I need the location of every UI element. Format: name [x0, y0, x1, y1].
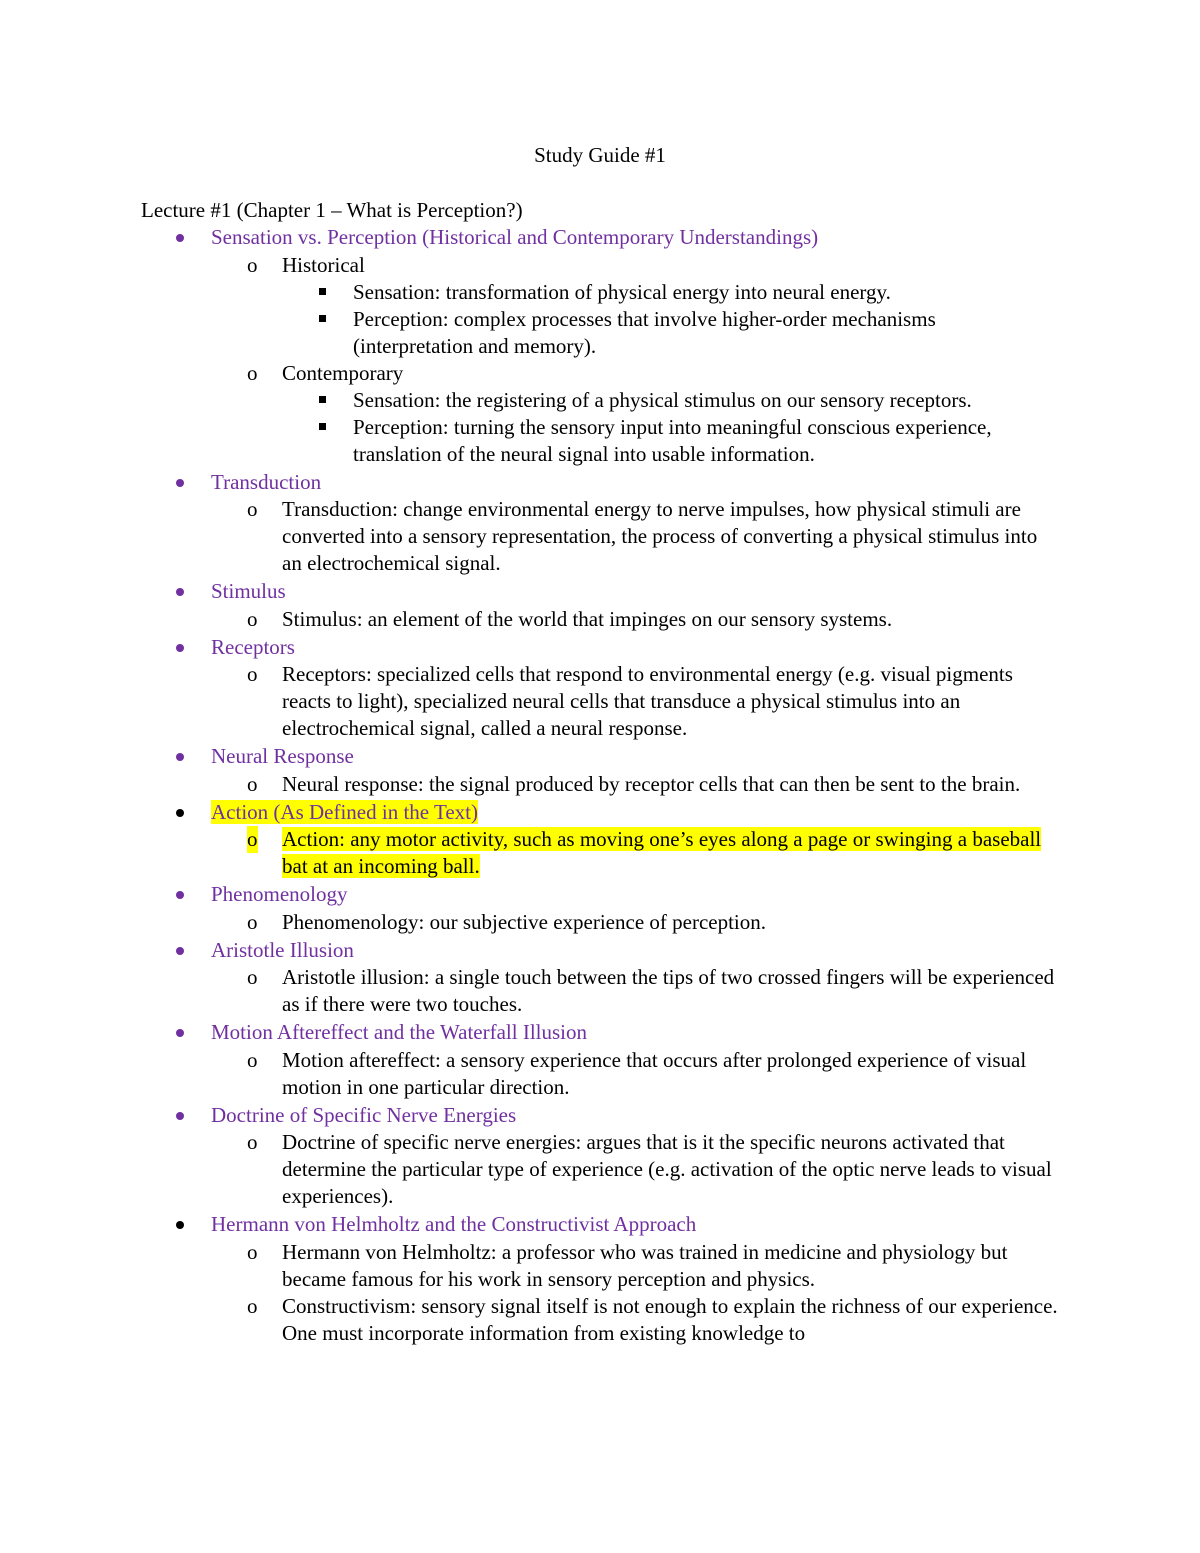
bullet-icon	[176, 588, 184, 596]
circle-bullet-icon: o	[247, 1293, 258, 1318]
topic-heading-text: Motion Aftereffect and the Waterfall Illusion	[211, 1020, 588, 1044]
topic-heading	[0, 578, 1200, 606]
bullet-icon	[176, 479, 184, 487]
topic-item-highlighted	[0, 826, 1058, 880]
topic-subitem	[0, 279, 1058, 306]
topic-heading-text: Aristotle Illusion	[211, 937, 354, 962]
topic-item-text: Motion aftereffect: a sensory experience that occurs after prolonged experience of visual motion in one particular direction.	[282, 1047, 1027, 1099]
topic-item-text: Hermann von Helmholtz: a professor who was trained in medicine and physiology but became famous for his work in sensory perception and physics.	[282, 1239, 1008, 1291]
topic-heading-highlighted	[0, 799, 1200, 827]
topic-heading-text: Neural Response	[211, 744, 354, 768]
topic-item-text: Transduction: change environmental energy to nerve impulses, how physical stimuli are converted into a sensory representation, the process of converting a physical stimulus into an electrochemical signal.	[282, 497, 1038, 575]
topic-item	[0, 1129, 1058, 1210]
topic-item-text: Neural response: the signal produced by receptor cells that can then be sent to the brain.	[282, 771, 1021, 796]
topic-heading	[0, 1102, 1200, 1130]
topic-subitem	[0, 306, 1058, 360]
topic-item-text: Aristotle illusion: a single touch between the tips of two crossed fingers will be experienced as if there were two touches.	[282, 965, 1055, 1016]
topic-heading	[0, 937, 1200, 965]
topic-heading	[0, 881, 1200, 909]
topic-item	[0, 1293, 1058, 1347]
circle-bullet-icon: o	[247, 360, 258, 385]
topic-heading	[0, 743, 1200, 771]
bullet-icon	[176, 1029, 184, 1037]
topic-subitem-text: Perception: complex processes that involve higher-order mechanisms (interpretation and memory).	[353, 306, 936, 358]
topic-item	[0, 360, 1058, 387]
circle-bullet-icon: o	[247, 1130, 258, 1154]
bullet-icon	[176, 1221, 184, 1229]
topic-item	[0, 909, 1058, 936]
square-bullet-icon	[319, 288, 326, 295]
topic-item	[0, 252, 1058, 279]
topic-item	[0, 771, 1058, 798]
topic-subitem	[0, 387, 1058, 414]
circle-bullet-icon: o	[247, 909, 258, 934]
topic-subitem-text: Perception: turning the sensory input into meaningful conscious experience, translation of the neural signal into usable information.	[353, 414, 992, 466]
circle-bullet-icon: o	[247, 1047, 258, 1072]
square-bullet-icon	[319, 423, 326, 430]
topic-heading-text: Receptors	[211, 634, 295, 659]
page-title: Study Guide #1	[534, 143, 666, 167]
topic-item-text: Receptors: specialized cells that respond to environmental energy (e.g. visual pigments reacts to light), specialized neural cells that transduce a physical stimulus into an electrochemical signal, called a neural response.	[282, 662, 1013, 740]
topic-heading-text: Sensation vs. Perception (Historical and Contemporary Understandings)	[211, 225, 819, 249]
bullet-icon	[176, 753, 184, 761]
topic-item-text: Action: any motor activity, such as moving one’s eyes along a page or swinging a baseball bat at an incoming ball.	[282, 827, 1042, 878]
topic-heading	[0, 224, 1200, 252]
topic-heading	[0, 1211, 1200, 1239]
bullet-icon	[176, 234, 184, 242]
lecture-heading: Lecture #1 (Chapter 1 – What is Perception?)	[141, 198, 523, 222]
topic-heading-text: Transduction	[211, 469, 322, 494]
topic-subitem-text: Sensation: transformation of physical energy into neural energy.	[353, 279, 891, 304]
topic-item	[0, 496, 1058, 577]
topic-item-text: Doctrine of specific nerve energies: argues that is it the specific neurons activated that determine the particular type of experience (e.g. activation of the optic nerve leads to visual experiences).	[282, 1130, 1052, 1208]
topic-heading-text: Phenomenology	[211, 882, 348, 906]
topic-heading-text: Action (As Defined in the Text)	[211, 799, 478, 824]
circle-bullet-icon: o	[247, 606, 258, 631]
topic-item-text: Phenomenology: our subjective experience of perception.	[282, 909, 767, 934]
square-bullet-icon	[319, 396, 326, 403]
circle-bullet-icon: o	[247, 965, 258, 989]
topic-heading	[0, 634, 1200, 662]
topic-heading	[0, 469, 1200, 497]
topic-item-text: Constructivism: sensory signal itself is not enough to explain the richness of our experience. One must incorporate information from existing knowledge to	[282, 1293, 1058, 1345]
circle-bullet-icon: o	[247, 252, 258, 277]
topic-heading-text: Hermann von Helmholtz and the Constructivist Approach	[211, 1212, 697, 1236]
circle-bullet-icon: o	[247, 497, 258, 521]
topic-item	[0, 606, 1058, 633]
topic-heading-text: Stimulus	[211, 579, 286, 603]
topic-item	[0, 661, 1058, 742]
topic-heading	[0, 1019, 1200, 1047]
circle-bullet-icon: o	[247, 827, 258, 851]
circle-bullet-icon: o	[247, 1239, 258, 1264]
topic-subitem	[0, 414, 1058, 468]
topic-item	[0, 964, 1058, 1018]
bullet-icon	[176, 891, 184, 899]
bullet-icon	[176, 1112, 184, 1120]
topic-subitem-text: Sensation: the registering of a physical stimulus on our sensory receptors.	[353, 387, 972, 412]
bullet-icon	[176, 809, 184, 817]
circle-bullet-icon: o	[247, 662, 258, 686]
topic-item-text: Historical	[282, 252, 365, 277]
topic-item	[0, 1047, 1058, 1101]
circle-bullet-icon: o	[247, 771, 258, 796]
topic-item-text: Contemporary	[282, 360, 404, 385]
bullet-icon	[176, 947, 184, 955]
topic-item	[0, 1239, 1058, 1293]
outline-list	[0, 224, 1200, 1347]
square-bullet-icon	[319, 315, 326, 322]
topic-heading-text: Doctrine of Specific Nerve Energies	[211, 1102, 517, 1127]
topic-item-text: Stimulus: an element of the world that impinges on our sensory systems.	[282, 606, 893, 631]
bullet-icon	[176, 644, 184, 652]
